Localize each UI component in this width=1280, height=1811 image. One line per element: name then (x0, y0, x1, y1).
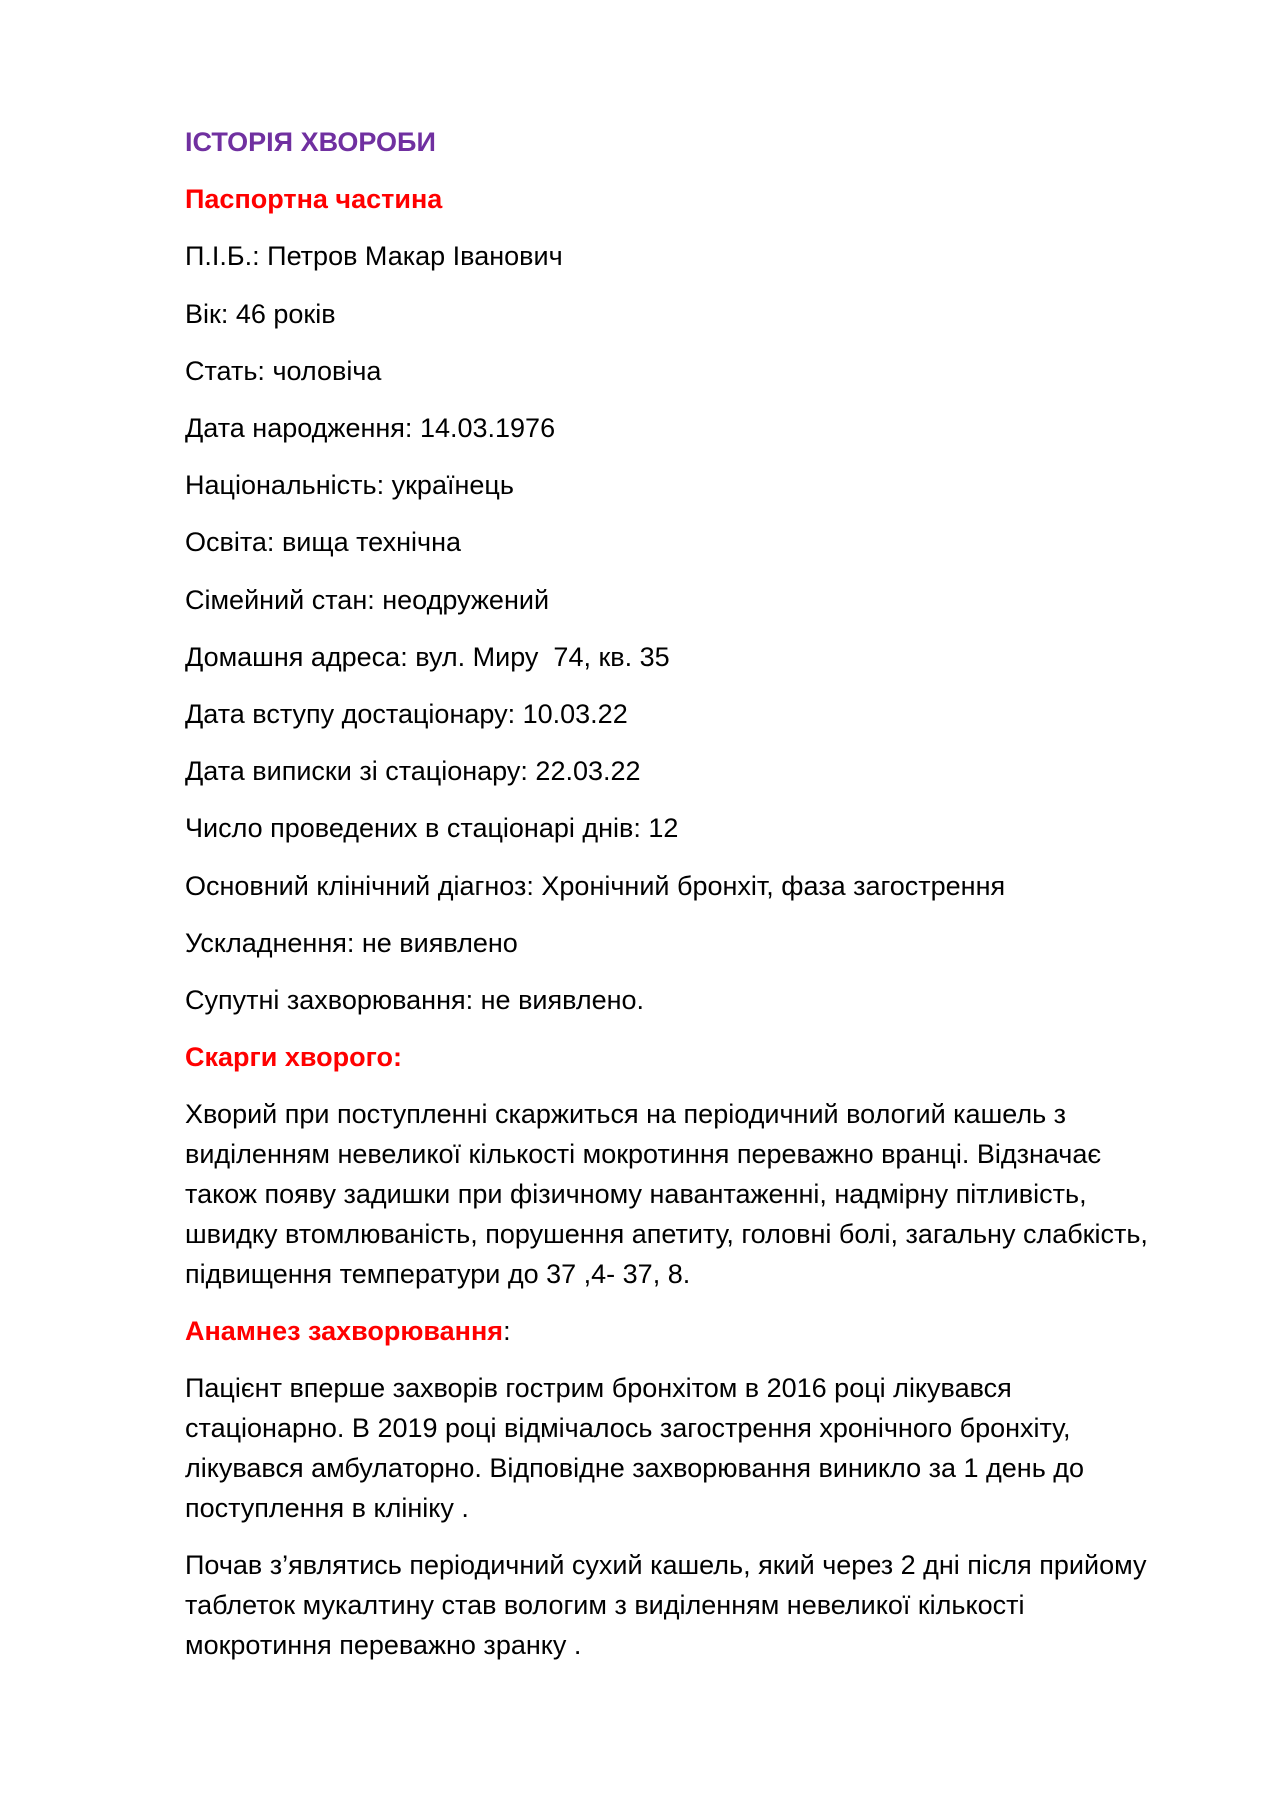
field-value: 14.03.1976 (419, 413, 556, 444)
paragraph-line: виділенням невеликої кількості мокротиння переважно вранці. Відзначає (185, 1139, 1102, 1170)
field-value: вул. Миру 74, кв. 35 (415, 641, 670, 672)
field-label: Національність: (185, 470, 385, 501)
field-age (185, 295, 1220, 335)
field-marital-status (185, 581, 1220, 621)
anamnesis-paragraph-2 (185, 1546, 1220, 1666)
field-value: Петров Макар Іванович (267, 241, 563, 272)
paragraph-line: Почав з’являтись періодичний сухий кашель, який через 2 дні після прийому (185, 1550, 1147, 1581)
anamnesis-heading (185, 1312, 1220, 1352)
field-label: Дата народження: (185, 413, 413, 444)
field-label: Число проведених в стаціонарі днів: (185, 813, 641, 844)
paragraph-line: Пацієнт вперше захворів гострим бронхітом в 2016 році лікувався (185, 1373, 1012, 1404)
paragraph-line: стаціонарно. В 2019 році відмічалось загострення хронічного бронхіту, (185, 1413, 1071, 1444)
paragraph-line: таблеток мукалтину став вологим з виділенням невеликої кількості (185, 1590, 1025, 1621)
field-admission-date (185, 695, 1220, 735)
field-label: Ускладнення: (185, 927, 355, 958)
paragraph-line: поступлення в клініку . (185, 1493, 469, 1524)
field-nationality (185, 466, 1220, 506)
field-label: Дата виписки зі стаціонару: (185, 756, 528, 787)
field-label: Дата вступу достаціонару: (185, 699, 516, 730)
field-full-name (185, 237, 1220, 277)
complaints-paragraph (185, 1095, 1220, 1295)
field-value: не виявлено (361, 927, 518, 958)
anamnesis-paragraph-1 (185, 1369, 1220, 1529)
field-label: Освіта: (185, 527, 275, 558)
field-label: Вік: (185, 298, 229, 329)
field-value: 12 (648, 813, 679, 844)
field-label: Стать: (185, 355, 265, 386)
anamnesis-heading-colon: : (503, 1316, 511, 1347)
field-value: Хронічний бронхіт, фаза загострення (541, 870, 1006, 901)
field-complications (185, 924, 1220, 964)
complaints-heading: Скарги хворого: (185, 1042, 402, 1073)
field-home-address (185, 638, 1220, 678)
field-value: не виявлено. (480, 985, 645, 1016)
passport-heading: Паспортна частина (185, 184, 443, 215)
field-label: П.І.Б.: (185, 241, 260, 272)
field-label: Домашня адреса: (185, 641, 408, 672)
paragraph-line: лікувався амбулаторно. Відповідне захворювання виникло за 1 день до (185, 1453, 1085, 1484)
anamnesis-heading-text: Анамнез захворювання (185, 1316, 504, 1347)
field-value: вища технічна (281, 527, 461, 558)
paragraph-line: також появу задишки при фізичному навантаженні, надмірну пітливість, (185, 1179, 1087, 1210)
field-hospital-days (185, 809, 1220, 849)
paragraph-line: Хворий при поступленні скаржиться на періодичний вологий кашель з (185, 1099, 1067, 1130)
paragraph-line: підвищення температури до 37 ,4- 37, 8. (185, 1259, 691, 1290)
field-value: українець (391, 470, 514, 501)
field-value: 10.03.22 (522, 699, 628, 730)
field-label: Сімейний стан: (185, 584, 375, 615)
field-comorbidities (185, 981, 1220, 1021)
field-discharge-date (185, 752, 1220, 792)
field-education (185, 523, 1220, 563)
field-main-diagnosis (185, 867, 1220, 907)
field-label: Супутні захворювання: (185, 985, 474, 1016)
field-value: 22.03.22 (535, 756, 641, 787)
document-title: ІСТОРІЯ ХВОРОБИ (185, 127, 436, 157)
field-value: неодружений (382, 584, 550, 615)
field-birth-date (185, 409, 1220, 449)
paragraph-line: мокротиння переважно зранку . (185, 1630, 582, 1661)
field-value: чоловіча (272, 355, 382, 386)
field-value: 46 років (235, 298, 336, 329)
field-label: Основний клінічний діагноз: (185, 870, 534, 901)
field-sex (185, 352, 1220, 392)
paragraph-line: швидку втомлюваність, порушення апетиту, головні болі, загальну слабкість, (185, 1219, 1148, 1250)
